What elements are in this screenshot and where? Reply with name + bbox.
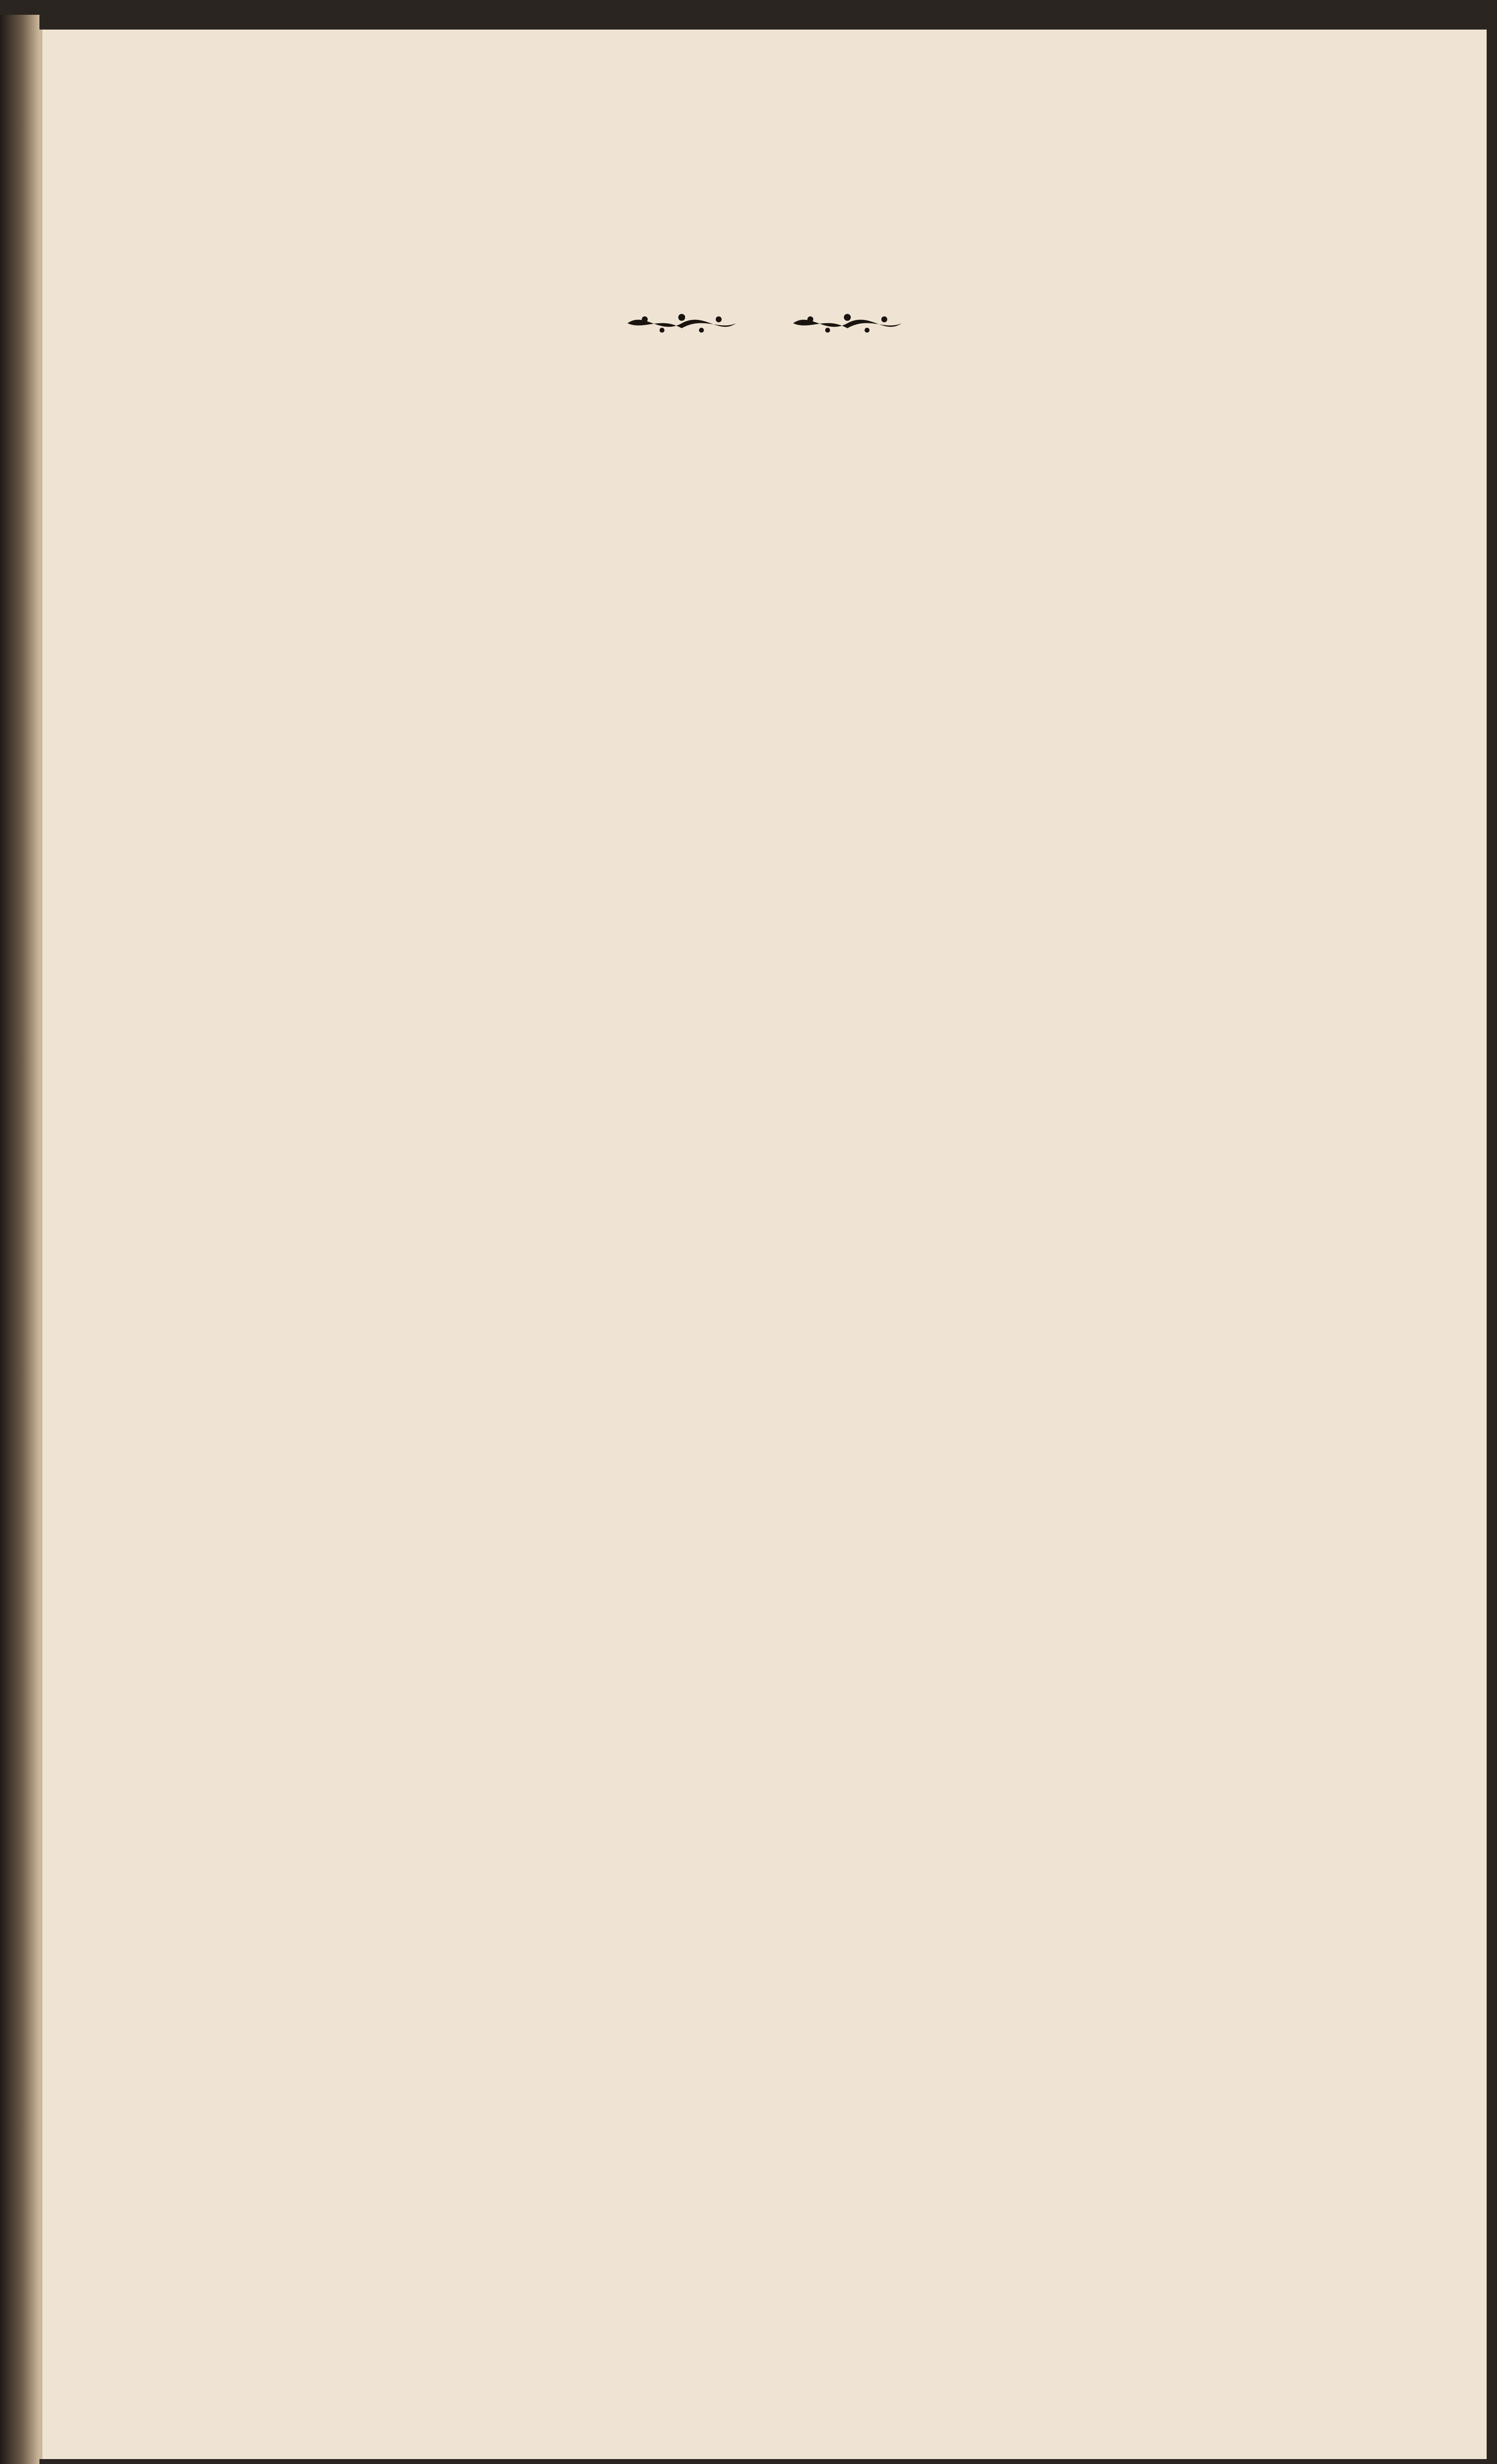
entries-body bbox=[215, 384, 1349, 386]
left-ornament-icon bbox=[625, 308, 738, 338]
book-page bbox=[39, 30, 1487, 2459]
book-spine-shadow bbox=[0, 15, 39, 2464]
page-header bbox=[42, 293, 1487, 353]
right-ornament-icon bbox=[791, 308, 904, 338]
